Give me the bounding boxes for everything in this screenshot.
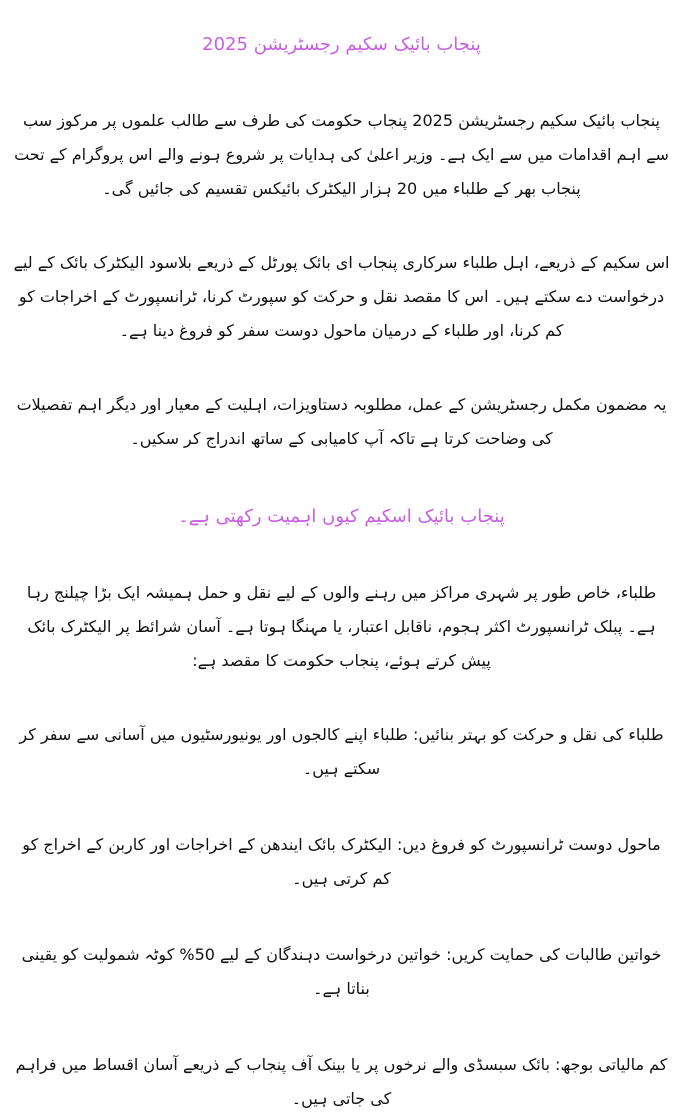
goal-item: طلباء کی نقل و حرکت کو بہتر بنائیں: طلباء اپنے کالجوں اور یونیورسٹیوں میں آسانی سے سفر کر سکتے ہیں۔ bbox=[19, 725, 664, 778]
section-heading: پنجاب بائیک اسکیم کیوں اہمیت رکھتی ہے۔ bbox=[178, 506, 505, 527]
section-paragraph: طلباء، خاص طور پر شہری مراکز میں رہنے والوں کے لیے نقل و حمل ہمیشہ ایک بڑا چیلنج رہا ہے۔ پبلک ٹرانسپورٹ اکثر ہجوم، ناقابل اعتبار، یا مہنگا ہوتا ہے۔ آسان شرائط پر الیکٹرک بائک پیش کرتے ہوئے، پنجاب حکومت کا مقصد ہے: bbox=[26, 583, 657, 670]
goal-item: ماحول دوست ٹرانسپورٹ کو فروغ دیں: الیکٹرک بائک ایندھن کے اخراجات اور کاربن کے اخراج کو کم کرتی ہیں۔ bbox=[22, 835, 661, 888]
intro-paragraph: یہ مضمون مکمل رجسٹریشن کے عمل، مطلوبہ دستاویزات، اہلیت کے معیار اور دیگر اہم تفصیلات کی وضاحت کرتا ہے تاکہ آپ کامیابی کے ساتھ اندراج کر سکیں۔ bbox=[16, 395, 667, 448]
goal-item: کم مالیاتی بوجھ: بائک سبسڈی والے نرخوں پر یا بینک آف پنجاب کے ذریعے آسان اقساط میں فراہم کی جاتی ہیں۔ bbox=[15, 1055, 668, 1108]
intro-paragraph: اس سکیم کے ذریعے، اہل طلباء سرکاری پنجاب ای بائک پورٹل کے ذریعے بلاسود الیکٹرک بائک کے لیے درخواست دے سکتے ہیں۔ اس کا مقصد نقل و حرکت کو سپورٹ کرنا، ٹرانسپورٹ کے اخراجات کو کم کرنا، اور طلباء کے درمیان ماحول دوست سفر کو فروغ دینا ہے۔ bbox=[13, 253, 670, 340]
goal-item: خواتین طالبات کی حمایت کریں: خواتین درخواست دہندگان کے لیے 50% کوٹہ شمولیت کو یقینی بناتا ہے۔ bbox=[21, 945, 662, 998]
page-title: پنجاب بائیک سکیم رجسٹریشن 2025 bbox=[202, 34, 481, 55]
intro-paragraph: پنجاب بائیک سکیم رجسٹریشن 2025 پنجاب حکومت کی طرف سے طالب علموں پر مرکوز سب سے اہم اقدامات میں سے ایک ہے۔ وزیر اعلیٰ کی ہدایات پر شروع ہونے والے اس پروگرام کے تحت پنجاب بھر کے طلباء میں 20 ہزار الیکٹرک بائیکس تقسیم کی جائیں گی۔ bbox=[14, 111, 669, 198]
